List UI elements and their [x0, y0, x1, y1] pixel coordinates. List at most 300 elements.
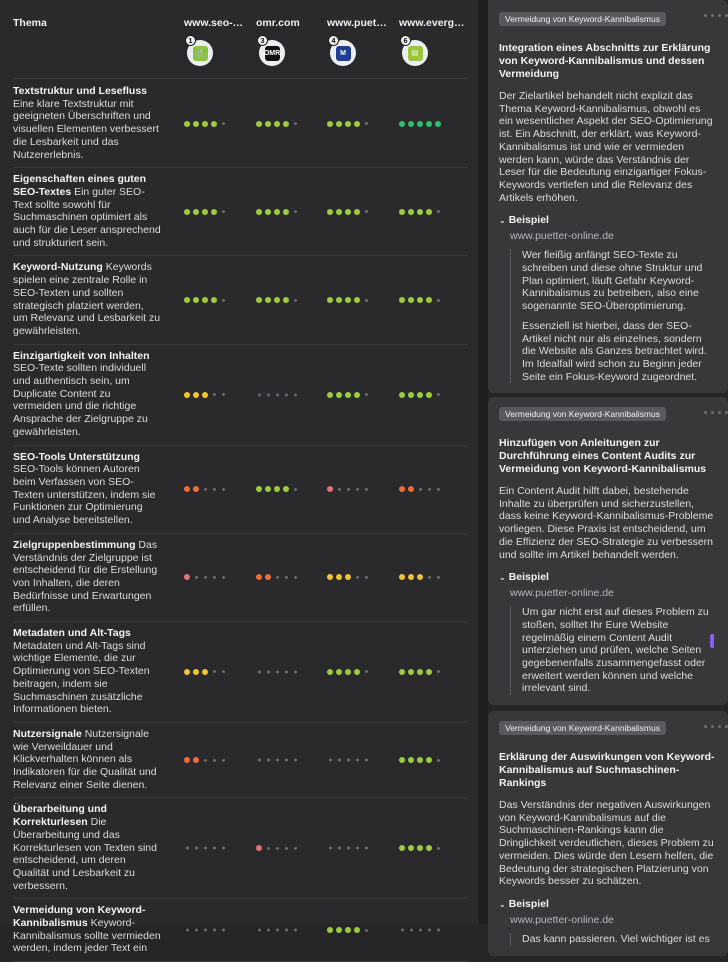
rating-dot-filled [283, 486, 289, 492]
suggestions-panel [488, 0, 715, 945]
rating-dots[interactable] [256, 670, 298, 673]
rating-dot-empty [365, 576, 368, 579]
rating-dot-empty [258, 393, 261, 396]
rating-dot-filled [345, 669, 351, 675]
rating-dots[interactable] [399, 757, 441, 763]
rating-dot-empty [213, 759, 216, 762]
rating-dot-filled [399, 121, 405, 127]
rating-dot-empty [294, 929, 297, 932]
rating-dot-filled [417, 669, 423, 675]
rating-dot-empty [195, 847, 198, 850]
rating-dot-empty [365, 670, 368, 673]
table-row [13, 622, 468, 723]
rating-dot-filled [354, 209, 360, 215]
rating-dot-empty [294, 759, 297, 762]
rating-dots[interactable] [184, 929, 226, 932]
rating-dot-filled [399, 669, 405, 675]
card-body: Der Zielartikel behandelt nicht explizit das Thema Keyword-Kannibalismus, obwohl es ein wesentlicher Aspekt der SEO-Optimierung ist. Ein Abschnitt, der erklärt, was Keyword-Kannibalismus ist und wie er vermieden werden kann, würde das Verständnis der Leser für die Bedeutung einzigartiger Fokus-Keywords vertiefen und die Relevanz des Artikels erhöhen. [499, 90, 713, 204]
rating-dot-filled [193, 486, 199, 492]
rating-dot-filled [184, 297, 190, 303]
table-row [13, 345, 468, 446]
rating-dots[interactable] [327, 209, 369, 215]
rating-dot-filled [399, 757, 405, 763]
rating-dots[interactable] [184, 209, 226, 215]
rating-dots[interactable] [399, 574, 441, 580]
rating-dots[interactable] [327, 574, 369, 580]
rating-dot-empty [222, 576, 225, 579]
rating-dot-filled [399, 392, 405, 398]
highlight-marker [710, 634, 714, 648]
rating-dots[interactable] [256, 393, 298, 396]
rating-dot-empty [401, 929, 404, 932]
rating-dot-empty [258, 670, 261, 673]
example-toggle[interactable] [499, 571, 717, 583]
rating-dot-empty [276, 759, 279, 762]
example-source-domain[interactable]: www.puetter-online.de [510, 230, 614, 243]
rating-dot-empty [338, 759, 341, 762]
rating-dot-filled [184, 669, 190, 675]
rating-dot-empty [222, 670, 225, 673]
rating-dot-filled [336, 669, 342, 675]
rating-dot-empty [222, 393, 225, 396]
rating-dot-filled [345, 209, 351, 215]
rating-dot-filled [211, 209, 217, 215]
rating-dot-empty [195, 576, 198, 579]
row-topic-title: Zielgruppenbestimmung [13, 538, 136, 551]
rating-dots[interactable] [184, 669, 226, 675]
example-quote [510, 249, 717, 383]
rating-dot-empty [347, 488, 350, 491]
card-topic-tag[interactable]: Vermeidung von Keyword-Kannibalismus [499, 12, 666, 26]
site-column-header[interactable]: www.puet… [327, 17, 387, 29]
example-quote [510, 933, 717, 946]
rating-dots[interactable] [399, 486, 441, 492]
row-topic [13, 173, 161, 249]
rating-dot-empty [437, 847, 440, 850]
table-body [13, 80, 468, 962]
rating-dot-filled [408, 486, 414, 492]
rating-dot-filled [408, 757, 414, 763]
rating-dot-filled [283, 297, 289, 303]
row-topic [13, 451, 161, 527]
card-body: Das Verständnis der negativen Auswirkungen von Keyword-Kannibalismus auf die Suchmaschinen-Rankings kann die Dringlichkeit verdeutlichen, dieses Problem zu vermeiden. Dies würde den Lesern helfen, die Bedeutung der strategischen Platzierung von Keywords besser zu schätzen. [499, 799, 714, 888]
rating-dot-filled [426, 209, 432, 215]
rating-dot-empty [285, 847, 288, 850]
chevron-down-icon: ⌄ [499, 573, 506, 583]
row-topic-description: Keyword-Kannibalismus sollte vermieden werden, indem jeder Text ein [13, 917, 161, 955]
row-topic [13, 261, 161, 337]
row-topic-description: Nutzersignale wie Verweildauer und Klickverhalten können als Indikatoren für die Qualität und Relevanz einer Seite dienen. [13, 727, 157, 791]
rating-dot-filled [327, 209, 333, 215]
rating-dot-filled [354, 669, 360, 675]
rating-dot-filled [256, 121, 262, 127]
rating-dot-filled [336, 927, 342, 933]
example-toggle[interactable] [499, 214, 717, 226]
rating-dot-empty [213, 929, 216, 932]
quote-paragraph: Das kann passieren. Viel wichtiger ist es [522, 932, 710, 945]
rating-dot-filled [327, 486, 333, 492]
card-title: Erklärung der Auswirkungen von Keyword-Kannibalismus auf Suchmaschinen-Rankings [499, 751, 715, 789]
rating-dot-empty [365, 122, 368, 125]
rating-dot-empty [222, 299, 225, 302]
table-row [13, 446, 468, 534]
rating-dot-empty [294, 576, 297, 579]
rating-dots[interactable] [399, 669, 441, 675]
rating-dot-empty [276, 670, 279, 673]
rating-dot-empty [356, 576, 359, 579]
rating-dot-filled [426, 757, 432, 763]
rating-dot-filled [193, 297, 199, 303]
rating-dot-filled [265, 486, 271, 492]
row-topic-description: Die Überarbeitung und das Korrekturlesen von Texten sind entscheidend, um deren Qualität und Lesbarkeit zu verbessern. [13, 816, 157, 892]
example-label: Beispiel [508, 571, 549, 584]
rating-dot-empty [428, 488, 431, 491]
more-options-icon[interactable] [704, 14, 728, 17]
rating-dots[interactable] [256, 845, 298, 851]
table-row [13, 80, 468, 168]
row-topic [13, 803, 161, 892]
rating-dot-empty [437, 929, 440, 932]
rating-dot-filled [435, 121, 441, 127]
rating-dots[interactable] [327, 759, 369, 762]
card-title: Integration eines Abschnitts zur Erklärung von Keyword-Kannibalismus und dessen Vermeidung [499, 42, 711, 80]
table-row [13, 723, 468, 799]
rating-dot-empty [437, 393, 440, 396]
rating-dots[interactable] [184, 847, 226, 850]
rating-dots[interactable] [327, 669, 369, 675]
rating-dot-filled [202, 121, 208, 127]
rating-dots[interactable] [256, 759, 298, 762]
row-topic-description: SEO-Tools können Autoren beim Verfassen von SEO-Texten unterstützen, indem sie Funktionen zur Optimierung und Analyse bereitstellen. [13, 463, 156, 527]
example-label: Beispiel [508, 214, 549, 227]
example-toggle[interactable] [499, 898, 717, 910]
rating-dot-filled [274, 297, 280, 303]
rating-dot-empty [347, 847, 350, 850]
rating-dot-filled [327, 297, 333, 303]
more-options-icon[interactable] [704, 411, 728, 414]
example-quote [510, 606, 717, 695]
rating-dot-empty [195, 929, 198, 932]
table-row [13, 256, 468, 344]
rating-dots[interactable] [327, 297, 369, 303]
rating-dot-filled [399, 297, 405, 303]
rating-dot-filled [417, 297, 423, 303]
rating-dot-filled [345, 392, 351, 398]
row-topic-description: Das Verständnis der Zielgruppe ist entscheidend für die Erstellung von Inhalten, die deren Bedürfnisse und Erwartungen erfüllen. [13, 538, 158, 615]
rating-dots[interactable] [184, 392, 226, 398]
rating-dot-empty [365, 488, 368, 491]
rating-dot-filled [265, 574, 271, 580]
rating-dot-filled [184, 574, 190, 580]
rating-dot-empty [294, 847, 297, 850]
table-row [13, 899, 468, 962]
rating-dot-filled [426, 297, 432, 303]
rating-dot-filled [408, 392, 414, 398]
rating-dot-filled [193, 757, 199, 763]
suggestion-card [488, 711, 728, 956]
rating-dot-empty [365, 210, 368, 213]
rating-dot-empty [222, 759, 225, 762]
rating-dot-empty [356, 488, 359, 491]
rating-dot-empty [267, 929, 270, 932]
row-topic-title: Überarbeitung und Korrekturlesen [13, 803, 107, 829]
rating-dot-empty [294, 488, 297, 491]
rating-dot-empty [204, 576, 207, 579]
rating-dots[interactable] [184, 297, 226, 303]
card-title: Hinzufügen von Anleitungen zur Durchführung eines Content Audits zur Vermeidung von Keyword-Kannibalismus [499, 437, 707, 475]
rating-dot-empty [294, 122, 297, 125]
rating-dot-empty [276, 393, 279, 396]
rating-dot-filled [336, 209, 342, 215]
rating-dot-empty [285, 670, 288, 673]
topic-column-header: Thema [13, 17, 47, 29]
rating-dots[interactable] [256, 209, 298, 215]
rating-dot-filled [211, 297, 217, 303]
table-row [13, 798, 468, 899]
row-topic [13, 627, 161, 716]
rating-dot-empty [294, 299, 297, 302]
rating-dot-filled [354, 927, 360, 933]
rating-dots[interactable] [256, 486, 298, 492]
row-topic-title: SEO-Tools Unterstützung [13, 450, 140, 463]
rating-dot-filled [417, 757, 423, 763]
rating-dot-filled [345, 121, 351, 127]
rating-dot-filled [336, 297, 342, 303]
rating-dot-empty [285, 929, 288, 932]
rating-dot-filled [202, 392, 208, 398]
rating-dot-filled [184, 121, 190, 127]
rating-dots[interactable] [327, 847, 369, 850]
rating-dot-empty [267, 847, 270, 850]
rating-dots[interactable] [184, 757, 226, 763]
rating-dot-filled [408, 297, 414, 303]
panel-divider[interactable] [478, 0, 488, 924]
rating-dot-filled [345, 574, 351, 580]
row-topic-title: Keyword-Nutzung [13, 261, 103, 274]
site-column-header[interactable]: www.seo-… [184, 17, 244, 29]
rating-dot-filled [256, 574, 262, 580]
example-source-domain[interactable]: www.puetter-online.de [510, 587, 614, 600]
table-row [13, 168, 468, 256]
rating-dot-filled [193, 669, 199, 675]
rating-dot-empty [222, 210, 225, 213]
rating-dot-empty [186, 847, 189, 850]
rating-dot-empty [356, 759, 359, 762]
rating-dot-empty [222, 929, 225, 932]
rating-dot-filled [354, 297, 360, 303]
row-topic-description: Metadaten und Alt-Tags sind wichtige Elemente, die zur Optimierung von SEO-Texten beitragen, indem sie Suchmaschinen zusätzliche Informationen bieten. [13, 639, 150, 716]
rating-dot-filled [327, 927, 333, 933]
row-topic-title: Vermeidung von Keyword-Kannibalismus [13, 904, 146, 930]
rating-dot-empty [285, 759, 288, 762]
rating-dot-empty [437, 299, 440, 302]
rating-dot-filled [256, 486, 262, 492]
rating-dot-filled [408, 121, 414, 127]
rating-dot-filled [265, 209, 271, 215]
rating-dot-empty [437, 210, 440, 213]
rating-dots[interactable] [327, 392, 369, 398]
rating-dots[interactable] [184, 486, 226, 492]
rating-dot-empty [258, 759, 261, 762]
rating-dot-filled [256, 297, 262, 303]
row-topic-title: Nutzersignale [13, 727, 82, 740]
rating-dots[interactable] [256, 121, 298, 127]
rating-dot-filled [265, 297, 271, 303]
quote-paragraph: Wer fleißig anfängt SEO-Texte zu schreiben und diese ohne Struktur und Plan optimiert, läuft Gefahr Keyword-Kannibalismus zu betreiben, also eine sogenannte SEO-Überoptimierung. [522, 249, 703, 313]
row-topic-description: Eine klare Textstruktur mit geeigneten Überschriften und visuellen Elementen verbessert die Lesbarkeit und das Nutzererlebnis. [13, 97, 159, 161]
site-rank-badge: 1 [185, 35, 196, 46]
rating-dot-filled [327, 669, 333, 675]
rating-dot-empty [410, 929, 413, 932]
rating-dot-empty [365, 929, 368, 932]
rating-dot-empty [294, 210, 297, 213]
rating-dot-empty [276, 929, 279, 932]
rating-dot-filled [283, 121, 289, 127]
site-column-header[interactable]: omr.com [256, 17, 300, 29]
rating-dot-filled [184, 486, 190, 492]
suggestion-card [488, 397, 728, 705]
rating-dot-empty [267, 393, 270, 396]
rating-dot-empty [204, 847, 207, 850]
rating-dot-filled [354, 121, 360, 127]
card-body: Ein Content Audit hilft dabei, bestehende Inhalte zu überprüfen und sicherzustellen, dass keine Keyword-Kannibalismus-Probleme vorliegen. Diese Praxis ist entscheidend, um die Effizienz der SEO-Strategie zu verbessern und sollte im Artikel behandelt werden. [499, 485, 714, 561]
rating-dot-empty [294, 670, 297, 673]
rating-dot-empty [437, 670, 440, 673]
chevron-down-icon: ⌄ [499, 216, 506, 226]
rating-dot-filled [193, 392, 199, 398]
rating-dot-empty [258, 929, 261, 932]
rating-dot-empty [365, 393, 368, 396]
suggestion-card [488, 0, 728, 393]
rating-dot-empty [222, 488, 225, 491]
row-topic-title: Metadaten und Alt-Tags [13, 627, 131, 640]
rating-dot-filled [408, 845, 414, 851]
rating-dot-filled [193, 209, 199, 215]
rating-dot-filled [408, 209, 414, 215]
site-logo-glyph: OMR [265, 46, 280, 61]
rating-dot-filled [265, 121, 271, 127]
rating-dot-filled [417, 209, 423, 215]
example-source-domain[interactable]: www.puetter-online.de [510, 913, 614, 926]
rating-dot-filled [327, 121, 333, 127]
rating-dots[interactable] [399, 209, 441, 215]
site-rank-badge: 3 [257, 35, 268, 46]
rating-dots[interactable] [256, 574, 298, 580]
rating-dot-empty [267, 759, 270, 762]
rating-dot-filled [202, 669, 208, 675]
rating-dots[interactable] [399, 297, 441, 303]
rating-dot-empty [204, 488, 207, 491]
rating-dot-filled [399, 486, 405, 492]
row-topic-title: Eigenschaften eines guten SEO-Textes [13, 173, 147, 198]
rating-dots[interactable] [184, 121, 226, 127]
rating-dot-filled [283, 209, 289, 215]
row-topic-description: SEO-Texte sollten individuell und authentisch sein, um Duplicate Content zu vermeiden und die richtige Ansprache der Zielgruppe zu gewährleisten. [13, 362, 148, 438]
rating-dots[interactable] [327, 927, 369, 933]
rating-dots[interactable] [256, 297, 298, 303]
rating-dot-filled [184, 392, 190, 398]
rating-dots[interactable] [399, 929, 441, 932]
rating-dot-empty [204, 759, 207, 762]
rating-dot-empty [329, 759, 332, 762]
rating-dot-empty [276, 847, 279, 850]
rating-dot-filled [426, 845, 432, 851]
site-rank-badge: 4 [328, 35, 339, 46]
rating-dot-empty [365, 847, 368, 850]
rating-dot-filled [274, 486, 280, 492]
rating-dot-filled [336, 574, 342, 580]
rating-dot-empty [437, 759, 440, 762]
rating-dot-filled [426, 121, 432, 127]
rating-dot-filled [399, 574, 405, 580]
rating-dot-empty [213, 488, 216, 491]
rating-dot-empty [338, 488, 341, 491]
rating-dots[interactable] [399, 845, 441, 851]
rating-dot-empty [213, 670, 216, 673]
rating-dot-filled [417, 845, 423, 851]
row-topic [13, 728, 161, 792]
rating-dots[interactable] [184, 574, 226, 580]
rating-dot-empty [186, 929, 189, 932]
rating-dot-empty [213, 576, 216, 579]
rating-dots[interactable] [399, 392, 441, 398]
rating-dots[interactable] [327, 121, 369, 127]
rating-dot-empty [428, 929, 431, 932]
rating-dot-empty [222, 122, 225, 125]
rating-dot-empty [338, 847, 341, 850]
card-topic-tag[interactable]: Vermeidung von Keyword-Kannibalismus [499, 407, 666, 421]
row-topic [13, 350, 161, 439]
table-header [13, 17, 468, 79]
rating-dot-empty [213, 847, 216, 850]
rating-dots[interactable] [256, 929, 298, 932]
rating-dot-empty [419, 488, 422, 491]
row-topic-title: Textstruktur und Lesefluss [13, 85, 147, 97]
rating-dot-empty [213, 393, 216, 396]
rating-dot-filled [417, 574, 423, 580]
rating-dot-filled [417, 392, 423, 398]
chevron-down-icon: ⌄ [499, 899, 506, 909]
rating-dot-empty [347, 759, 350, 762]
site-logo-glyph: M [336, 46, 351, 61]
row-topic [13, 539, 161, 615]
rating-dot-empty [329, 847, 332, 850]
rating-dot-empty [437, 488, 440, 491]
rating-dot-filled [211, 121, 217, 127]
rating-dot-filled [354, 392, 360, 398]
site-logo-glyph: 🍴 [193, 46, 208, 61]
rating-dot-empty [365, 299, 368, 302]
rating-dot-filled [184, 209, 190, 215]
rating-dot-filled [256, 845, 262, 851]
rating-dot-filled [408, 574, 414, 580]
rating-dot-filled [184, 757, 190, 763]
rating-dot-filled [274, 121, 280, 127]
rating-dot-filled [202, 297, 208, 303]
row-topic-title: Einzigartigkeit von Inhalten [13, 349, 150, 362]
rating-dot-empty [267, 670, 270, 673]
rating-dots[interactable] [327, 486, 369, 492]
rating-dot-empty [294, 393, 297, 396]
rating-dot-empty [365, 759, 368, 762]
card-topic-tag[interactable]: Vermeidung von Keyword-Kannibalismus [499, 721, 666, 735]
rating-dot-filled [327, 574, 333, 580]
rating-dots[interactable] [399, 121, 441, 127]
more-options-icon[interactable] [704, 725, 728, 728]
rating-dot-filled [345, 927, 351, 933]
site-column-header[interactable]: www.everg… [399, 17, 465, 29]
rating-dot-filled [399, 209, 405, 215]
